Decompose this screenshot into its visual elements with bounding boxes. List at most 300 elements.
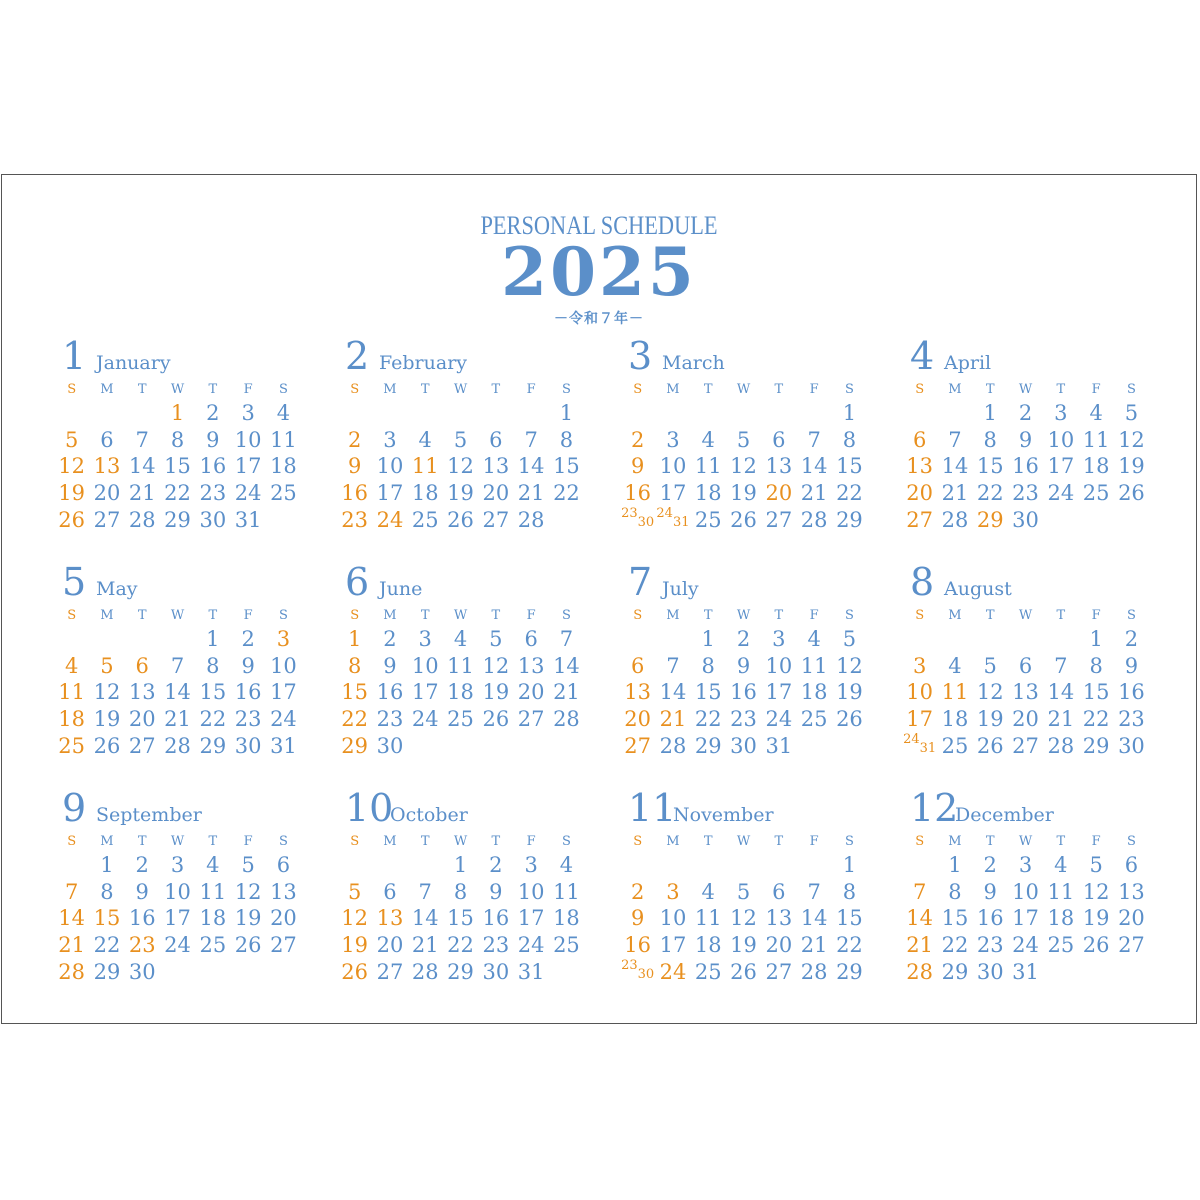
day-cell: 30 — [376, 733, 404, 758]
weekday-label: W — [453, 834, 468, 849]
day-cell: 29 — [164, 507, 191, 532]
day-cell: 22 — [694, 707, 722, 732]
month-header — [62, 334, 314, 379]
day-empty — [1008, 626, 1043, 653]
day-cell: 6 — [524, 627, 538, 651]
day-cell: 16 — [341, 481, 369, 506]
day-cell: 20 — [1012, 707, 1039, 732]
weekday-label: T — [420, 608, 430, 623]
day-empty — [620, 626, 655, 653]
weekday-label: T — [985, 834, 995, 849]
day-empty — [726, 852, 761, 879]
day-cell: 6 — [1018, 653, 1033, 678]
day-cell: 7 — [807, 427, 821, 452]
weekday-label: S — [1126, 834, 1136, 849]
day-empty — [408, 852, 443, 879]
day-cell: 19 — [58, 481, 86, 506]
day-empty — [902, 626, 937, 653]
day-cell: 19 — [836, 680, 863, 705]
weekday-label: F — [809, 608, 819, 623]
day-cell: 18 — [199, 906, 227, 931]
day-cell: 28 — [906, 959, 934, 984]
day-cell: 21 — [553, 680, 580, 705]
day-number: 31 — [672, 514, 690, 530]
weekday-label: W — [736, 382, 751, 397]
day-cell: 4 — [206, 853, 220, 877]
weekday-label: S — [844, 834, 854, 849]
day-cell: 19 — [447, 481, 474, 506]
day-cell: 28 — [553, 707, 580, 732]
day-cell: 14 — [411, 906, 439, 931]
day-cell: 27 — [517, 707, 545, 732]
month-block — [903, 560, 1162, 759]
day-cell: 3 — [276, 627, 291, 651]
day-cell: 24 — [270, 707, 297, 732]
day-cell: 29 — [341, 733, 369, 758]
weekday-label: M — [948, 834, 962, 849]
weekday-label: M — [666, 608, 680, 623]
day-cell: 31 — [517, 959, 545, 984]
day-cell: 12 — [234, 879, 262, 904]
day-cell: 5 — [489, 627, 503, 651]
day-cell: 26 — [730, 959, 757, 984]
day-cell: 11 — [58, 680, 86, 705]
month-number: 10 — [345, 786, 394, 830]
day-cell: 10 — [376, 454, 404, 479]
day-cell: 1 — [948, 853, 962, 877]
weekday-label: F — [526, 608, 536, 623]
day-empty — [443, 733, 478, 760]
day-cell: 26 — [1082, 933, 1110, 958]
day-cell: 3 — [1054, 401, 1068, 425]
day-cell: 20 — [765, 481, 793, 506]
day-cell: 3 — [418, 627, 432, 651]
day-cell: 3 — [170, 853, 185, 877]
day-cell: 26 — [447, 507, 474, 532]
day-cell: 12 — [93, 680, 121, 705]
weekday-label: W — [1018, 834, 1033, 849]
day-cell: 15 — [93, 906, 121, 931]
weekday-label: S — [67, 834, 77, 849]
month-number: 2 — [345, 334, 370, 378]
day-empty — [230, 959, 265, 986]
month-number: 9 — [62, 786, 87, 830]
day-cell: 15 — [199, 680, 227, 705]
day-empty — [655, 626, 690, 653]
day-cell: 25 — [199, 933, 227, 958]
day-cell: 25 — [447, 707, 474, 732]
day-cell-dual — [620, 959, 655, 986]
day-cell: 2 — [347, 427, 362, 452]
day-cell: 13 — [128, 680, 156, 705]
weekday-label: S — [915, 608, 925, 623]
day-cell: 8 — [347, 653, 362, 678]
day-number: 23 — [621, 505, 638, 521]
day-cell: 21 — [164, 707, 191, 732]
day-cell: 24 — [411, 707, 439, 732]
month-block — [624, 560, 880, 759]
month-header — [628, 334, 880, 379]
day-cell: 2 — [736, 627, 751, 651]
day-cell: 17 — [1012, 906, 1039, 931]
month-block — [58, 786, 314, 985]
day-cell: 11 — [1082, 427, 1110, 452]
day-cell: 25 — [553, 933, 580, 958]
day-cell: 11 — [800, 653, 828, 678]
day-cell: 23 — [1012, 481, 1039, 506]
day-cell: 15 — [164, 454, 191, 479]
day-cell: 26 — [1118, 481, 1145, 506]
day-cell: 16 — [624, 933, 652, 958]
day-cell: 29 — [93, 959, 121, 984]
month-header — [628, 560, 880, 605]
day-cell: 5 — [736, 879, 751, 904]
day-cell: 8 — [1089, 653, 1103, 678]
day-empty — [337, 400, 372, 427]
day-cell: 31 — [270, 733, 297, 758]
day-cell: 6 — [383, 879, 397, 904]
day-cell: 22 — [836, 481, 863, 506]
day-cell: 4 — [276, 401, 291, 425]
day-cell: 17 — [659, 481, 687, 506]
day-cell: 5 — [842, 627, 857, 651]
day-cell: 30 — [482, 959, 510, 984]
day-cell: 10 — [517, 879, 545, 904]
day-empty — [54, 400, 89, 427]
day-cell: 16 — [234, 680, 262, 705]
day-cell: 17 — [1047, 454, 1075, 479]
month-block — [341, 786, 597, 985]
day-cell: 10 — [164, 879, 191, 904]
day-cell: 6 — [772, 427, 786, 452]
day-cell: 22 — [164, 481, 191, 506]
day-cell: 3 — [912, 653, 927, 678]
day-cell: 27 — [906, 507, 934, 532]
day-cell: 10 — [659, 906, 687, 931]
weekday-label: T — [420, 382, 430, 397]
day-cell: 9 — [241, 653, 255, 678]
weekday-label: W — [736, 834, 751, 849]
day-empty — [408, 400, 443, 427]
day-cell: 2 — [206, 401, 220, 425]
month-number: 4 — [910, 334, 935, 378]
weekday-label: S — [561, 834, 571, 849]
day-empty — [513, 400, 548, 427]
era-label: －令和７年－ — [554, 311, 644, 327]
day-cell: 29 — [941, 959, 969, 984]
day-cell: 3 — [383, 427, 397, 452]
day-cell: 1 — [453, 853, 468, 877]
day-cell: 30 — [199, 507, 227, 532]
month-grid — [620, 379, 880, 533]
day-empty — [337, 852, 372, 879]
weekday-label: M — [948, 382, 962, 397]
weekday-label: T — [703, 608, 713, 623]
day-cell: 17 — [376, 481, 404, 506]
day-empty — [1043, 959, 1078, 986]
day-cell: 31 — [1012, 959, 1039, 984]
day-cell: 15 — [447, 906, 474, 931]
day-cell: 14 — [659, 680, 687, 705]
day-cell: 7 — [807, 879, 821, 904]
day-cell: 27 — [93, 507, 121, 532]
day-cell: 20 — [482, 481, 510, 506]
day-cell: 1 — [842, 853, 857, 877]
day-cell: 28 — [941, 507, 969, 532]
day-cell: 31 — [234, 507, 262, 532]
weekday-label: W — [1018, 608, 1033, 623]
day-cell: 2 — [135, 853, 149, 877]
day-cell: 1 — [701, 627, 715, 651]
day-cell: 9 — [736, 653, 751, 678]
month-grid — [902, 831, 1162, 985]
day-cell: 9 — [489, 879, 503, 904]
day-cell: 21 — [800, 481, 828, 506]
day-cell: 22 — [1082, 707, 1110, 732]
day-cell: 21 — [800, 933, 828, 958]
day-cell: 8 — [842, 879, 857, 904]
day-cell: 13 — [906, 454, 934, 479]
day-empty — [655, 852, 690, 879]
day-cell: 21 — [659, 707, 687, 732]
weekday-label: T — [137, 834, 147, 849]
day-cell: 13 — [482, 454, 510, 479]
day-cell: 8 — [948, 879, 962, 904]
day-cell: 1 — [347, 627, 362, 651]
day-cell: 12 — [976, 680, 1004, 705]
day-empty — [1043, 507, 1078, 534]
day-empty — [832, 733, 867, 760]
day-empty — [1114, 959, 1149, 986]
day-cell: 22 — [941, 933, 969, 958]
weekday-label: S — [915, 834, 925, 849]
day-empty — [620, 400, 655, 427]
day-cell: 7 — [948, 427, 962, 452]
day-empty — [973, 626, 1008, 653]
day-cell: 28 — [128, 507, 156, 532]
day-cell: 17 — [517, 906, 545, 931]
day-cell: 13 — [270, 879, 297, 904]
month-name: August — [944, 578, 1012, 600]
day-cell: 5 — [64, 427, 79, 452]
day-cell: 24 — [376, 507, 404, 532]
day-cell: 25 — [694, 507, 722, 532]
day-cell: 18 — [270, 454, 297, 479]
day-cell: 23 — [199, 481, 227, 506]
weekday-label: T — [1056, 382, 1066, 397]
day-cell: 26 — [341, 959, 369, 984]
day-cell: 28 — [58, 959, 86, 984]
day-cell: 3 — [241, 401, 255, 425]
day-cell: 12 — [836, 653, 863, 678]
day-cell: 29 — [836, 959, 863, 984]
day-cell: 14 — [800, 906, 828, 931]
day-cell: 2 — [241, 627, 255, 651]
day-cell: 11 — [553, 879, 580, 904]
day-cell: 1 — [170, 401, 185, 425]
day-cell: 18 — [800, 680, 828, 705]
weekday-label: S — [844, 608, 854, 623]
month-header — [910, 560, 1162, 605]
weekday-label: T — [774, 608, 784, 623]
day-empty — [1078, 959, 1113, 986]
day-cell: 11 — [694, 906, 722, 931]
day-cell: 9 — [630, 906, 645, 931]
day-cell: 21 — [906, 933, 934, 958]
weekday-label: M — [383, 834, 397, 849]
day-cell: 15 — [341, 680, 369, 705]
day-cell: 3 — [666, 427, 680, 452]
day-cell: 5 — [1089, 853, 1103, 877]
day-cell: 7 — [559, 627, 574, 651]
weekday-label: S — [633, 834, 643, 849]
weekday-label: M — [666, 834, 680, 849]
weekday-label: W — [1018, 382, 1033, 397]
day-cell: 13 — [1118, 879, 1145, 904]
month-header — [62, 786, 314, 831]
day-cell: 2 — [983, 853, 997, 877]
weekday-label: T — [703, 382, 713, 397]
day-empty — [478, 733, 513, 760]
day-cell: 30 — [234, 733, 262, 758]
day-empty — [691, 852, 726, 879]
day-cell: 25 — [1047, 933, 1075, 958]
calendar-card — [1, 174, 1197, 1024]
day-cell: 12 — [482, 653, 510, 678]
weekday-label: M — [100, 382, 114, 397]
day-cell: 12 — [1082, 879, 1110, 904]
weekday-label: S — [1126, 608, 1136, 623]
day-cell: 21 — [517, 481, 545, 506]
month-grid — [337, 605, 597, 759]
month-number: 6 — [345, 560, 370, 604]
day-cell: 7 — [666, 653, 680, 678]
weekday-label: F — [809, 834, 819, 849]
month-name: July — [662, 578, 699, 600]
day-cell: 9 — [347, 454, 362, 479]
day-cell: 4 — [1054, 853, 1068, 877]
day-cell: 4 — [807, 627, 821, 651]
day-cell: 14 — [1047, 680, 1075, 705]
day-cell: 16 — [1118, 680, 1145, 705]
day-empty — [408, 733, 443, 760]
day-cell: 7 — [1054, 653, 1068, 678]
day-cell: 26 — [234, 933, 262, 958]
weekday-label: T — [703, 834, 713, 849]
month-number: 5 — [62, 560, 87, 604]
month-name: November — [673, 804, 774, 826]
day-cell: 27 — [624, 733, 652, 758]
day-cell: 18 — [553, 906, 580, 931]
page-title: PERSONAL SCHEDULE — [480, 211, 718, 240]
day-cell: 25 — [694, 959, 722, 984]
day-cell: 9 — [383, 653, 397, 678]
day-cell: 1 — [983, 401, 997, 425]
day-cell: 12 — [447, 454, 474, 479]
day-cell: 28 — [800, 959, 828, 984]
month-name: June — [379, 578, 423, 600]
day-empty — [1114, 507, 1149, 534]
day-cell: 27 — [482, 507, 510, 532]
day-cell: 20 — [93, 481, 121, 506]
day-cell: 26 — [730, 507, 757, 532]
day-cell: 23 — [482, 933, 510, 958]
day-cell: 10 — [270, 653, 297, 678]
day-cell: 18 — [1082, 454, 1110, 479]
month-name: January — [96, 352, 171, 374]
day-cell: 23 — [234, 707, 262, 732]
day-empty — [796, 852, 831, 879]
day-cell: 27 — [765, 507, 793, 532]
day-cell: 6 — [772, 879, 786, 904]
day-cell: 5 — [347, 879, 362, 904]
day-number: 31 — [919, 740, 937, 756]
month-header — [62, 560, 314, 605]
day-cell: 2 — [630, 427, 645, 452]
day-cell: 12 — [1118, 427, 1145, 452]
day-cell: 11 — [411, 454, 439, 479]
month-block — [341, 334, 597, 533]
day-cell: 7 — [912, 879, 927, 904]
day-cell: 8 — [842, 427, 857, 452]
day-cell: 14 — [58, 906, 86, 931]
weekday-label: S — [350, 608, 360, 623]
day-cell: 26 — [93, 733, 121, 758]
day-empty — [1078, 507, 1113, 534]
month-number: 8 — [910, 560, 935, 604]
weekday-label: T — [1056, 608, 1066, 623]
day-cell: 6 — [135, 653, 149, 678]
day-cell: 15 — [553, 454, 580, 479]
month-block — [621, 334, 880, 533]
weekday-label: M — [948, 608, 962, 623]
day-cell: 5 — [983, 653, 997, 678]
day-empty — [513, 733, 548, 760]
day-cell: 1 — [1089, 627, 1103, 651]
day-cell: 23 — [1118, 707, 1145, 732]
day-cell: 16 — [976, 906, 1004, 931]
weekday-label: W — [453, 382, 468, 397]
day-cell: 6 — [276, 853, 291, 877]
day-cell: 6 — [630, 653, 645, 678]
day-cell: 28 — [659, 733, 687, 758]
day-number: 24 — [656, 505, 673, 521]
day-cell-dual — [902, 733, 937, 760]
weekday-label: F — [526, 382, 536, 397]
day-cell: 20 — [765, 933, 793, 958]
day-cell: 16 — [199, 454, 227, 479]
month-header — [910, 786, 1162, 831]
day-cell: 2 — [383, 627, 397, 651]
day-cell: 5 — [1124, 401, 1139, 425]
weekday-label: T — [774, 834, 784, 849]
weekday-label: F — [243, 608, 253, 623]
day-cell: 20 — [270, 906, 297, 931]
day-cell: 14 — [906, 906, 934, 931]
weekday-label: F — [1091, 382, 1101, 397]
day-cell: 9 — [983, 879, 997, 904]
weekday-label: T — [208, 834, 218, 849]
weekday-label: F — [1091, 834, 1101, 849]
day-empty — [160, 959, 195, 986]
month-grid — [337, 831, 597, 985]
day-empty — [125, 400, 160, 427]
weekday-label: S — [915, 382, 925, 397]
day-cell: 22 — [341, 707, 369, 732]
day-cell: 19 — [976, 707, 1004, 732]
day-cell: 16 — [376, 680, 404, 705]
weekday-label: T — [137, 382, 147, 397]
